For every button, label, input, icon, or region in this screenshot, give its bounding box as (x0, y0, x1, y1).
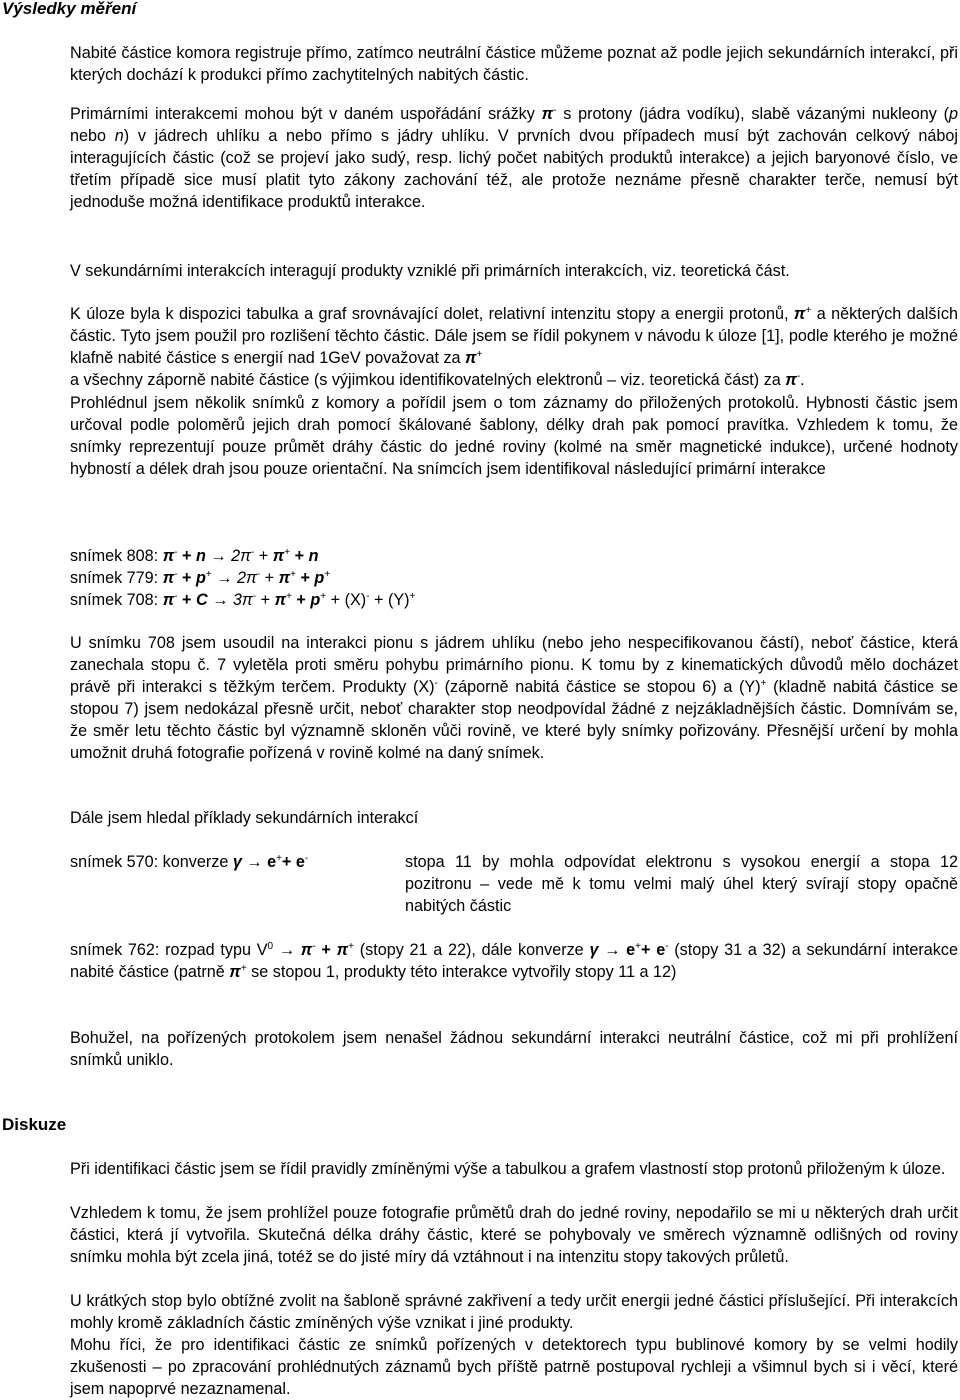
paragraph-no-neutral-found: Bohužel, na pořízených protokolem jsem nenašel žádnou sekundární interakci neutrální částice, což mi při prohlížení snímků uniklo. (70, 1029, 958, 1069)
snapshot-570-description: stopa 11 by mohla odpovídat elektronu s vysokou energií a stopa 12 pozitronu – vede mě k tomu velmi malý úhel který svírají stopy opačně nabitých částic (405, 853, 958, 915)
paragraph-charged-particles: Nabité částice komora registruje přímo, zatímco neutrální částice můžeme poznat až podle jejich sekundárních interakcí, při kterých dochází k produkci přímo zachytitelných nabitých částic. (70, 44, 958, 84)
paragraph-primary-interactions: Primárními interakcemi mohou být v daném uspořádání srážky π- s protony (jádra vodíku), slabě vázanými nukleony (p nebo n) v jádrech uhlíku a nebo přímo s jádry uhlíku. V prvních dvou případech musí být zachován celkový náboj interagujících částic (což se projeví jako sudý, resp. lichý počet nabitých produktů interakce) a jejich baryonové číslo, ve třetím případě sice musí platit tyto zákony zachování též, ale protože neznáme přesně charakter terče, nemusí být jednoduše možná identifikace produktů interakce. (70, 105, 959, 211)
paragraph-snapshot-762: snímek 762: rozpad typu $V^0 \to \pi^- + \pi^+$ (stopy 21 a 22), dále konverze γ → e++ e- (stopy 31 a 32) a sekundární interakce nabité částice (patrně π+ se stopou 1, produkty této interakce vytvořily stopy 11 a 12) (70, 941, 958, 981)
discussion-paragraph-2: Vzhledem k tomu, že jsem prohlížel pouze fotografie průmětů drah do jedné roviny, nepodařilo se mi u některých drah určit částici, která jí vytvořila. Skutečná délka dráhy částic, které se pohybovaly ve směrech významně odlišných od roviny snímku mohla být zcela jiná, totéž se do jisté míry dá vztáhnout i na intenzitu stopy takových průletů. (70, 1204, 958, 1266)
reaction-708: snímek 708: π- + C → 3π- + π+ + p+ + (X)- + (Y)+ (70, 591, 416, 609)
reaction-808: snímek 808: π- + n → 2π- + π+ + n (70, 547, 319, 565)
paragraph-secondary-search: Dále jsem hledal příklady sekundárních interakcí (70, 809, 419, 827)
snapshot-570-label: snímek 570: konverze γ → e++ e- (70, 853, 309, 871)
section-heading-results: Výsledky měření (2, 0, 137, 18)
discussion-paragraph-3: U krátkých stop bylo obtížné zvolit na šabloně správné zakřivení a tedy určit energii jedné částici příslušející. Při interakcích mohly kromě základních částic zmíněných výše vznikat i jiné produkty. (70, 1292, 958, 1332)
paragraph-snapshot-708: U snímku 708 jsem usoudil na interakci pionu s jádrem uhlíku (nebo jeho nespecifikovanou částí), neboť částice, která zanechala stopu č. 7 vyletěla proti směru pohybu primárního pionu. K tomu by z kinematických důvodů mělo docházet právě při interakci s těžkým terčem. Produkty (X)- (záporně nabitá částice se stopou 6) a (Y)+ (kladně nabitá částice se stopou 7) jsem nedokázal přesně určit, neboť charakter stop neodpovídal žádné z nejzákladnějších částic. Domnívám se, že směr letu těchto částic byl významně skloněn vůči rovině, ve které byly snímky pořizovány. Přesnější určení by mohla umožnit druhá fotografie pořízená v rovině kolmé na daný snímek. (70, 634, 958, 762)
reaction-779: snímek 779: π- + p+ → 2π- + π+ + p+ (70, 569, 331, 587)
paragraph-photo-review: Prohlédnul jsem několik snímků z komory a pořídil jsem o tom záznamy do přiložených protokolů. Hybnosti částic jsem určoval podle poloměrů jejich drah pomocí škálované šablony, délky drah pak pomocí pravítka. Vzhledem k tomu, že snímky reprezentují pouze průmět dráhy částic do jedné roviny (kolmé na směr magnetické indukce), určené hodnoty hybností a délek drah jsou pouze orientační. Na snímcích jsem identifikoval následující primární interakce (70, 394, 958, 478)
discussion-paragraph-4: Mohu říci, že pro identifikaci částic ze snímků pořízených v detektorech typu bublinové komory by se velmi hodily zkušenosti – po zpracování prohlédnutých záznamů bych příště patrně postupoval rychleji a všimnul bych si i věcí, které jsem napoprvé nezaznamenal. (70, 1336, 958, 1398)
paragraph-identification-method: K úloze byla k dispozici tabulka a graf srovnávající dolet, relativní intenzitu stopy a energii protonů, π+ a některých dalších částic. Tyto jsem použil pro rozlišení těchto částic. Dále jsem se řídil pokynem v návodu k úloze [1], podle kterého je možné klafně nabité částice s energií nad 1GeV považovat za π+ a všechny záporně nabité částice (s výjimkou identifikovatelných elektronů – viz. teoretická část) za π-. (70, 305, 959, 389)
paragraph-secondary-interactions: V sekundárními interakcích interagují produkty vzniklé při primárních interakcích, viz. teoretická část. (70, 262, 790, 280)
discussion-paragraph-1: Při identifikaci částic jsem se řídil pravidly zmíněnými výše a tabulkou a grafem vlastností stop protonů přiloženým k úloze. (70, 1160, 946, 1178)
section-heading-discussion: Diskuze (2, 1115, 67, 1134)
